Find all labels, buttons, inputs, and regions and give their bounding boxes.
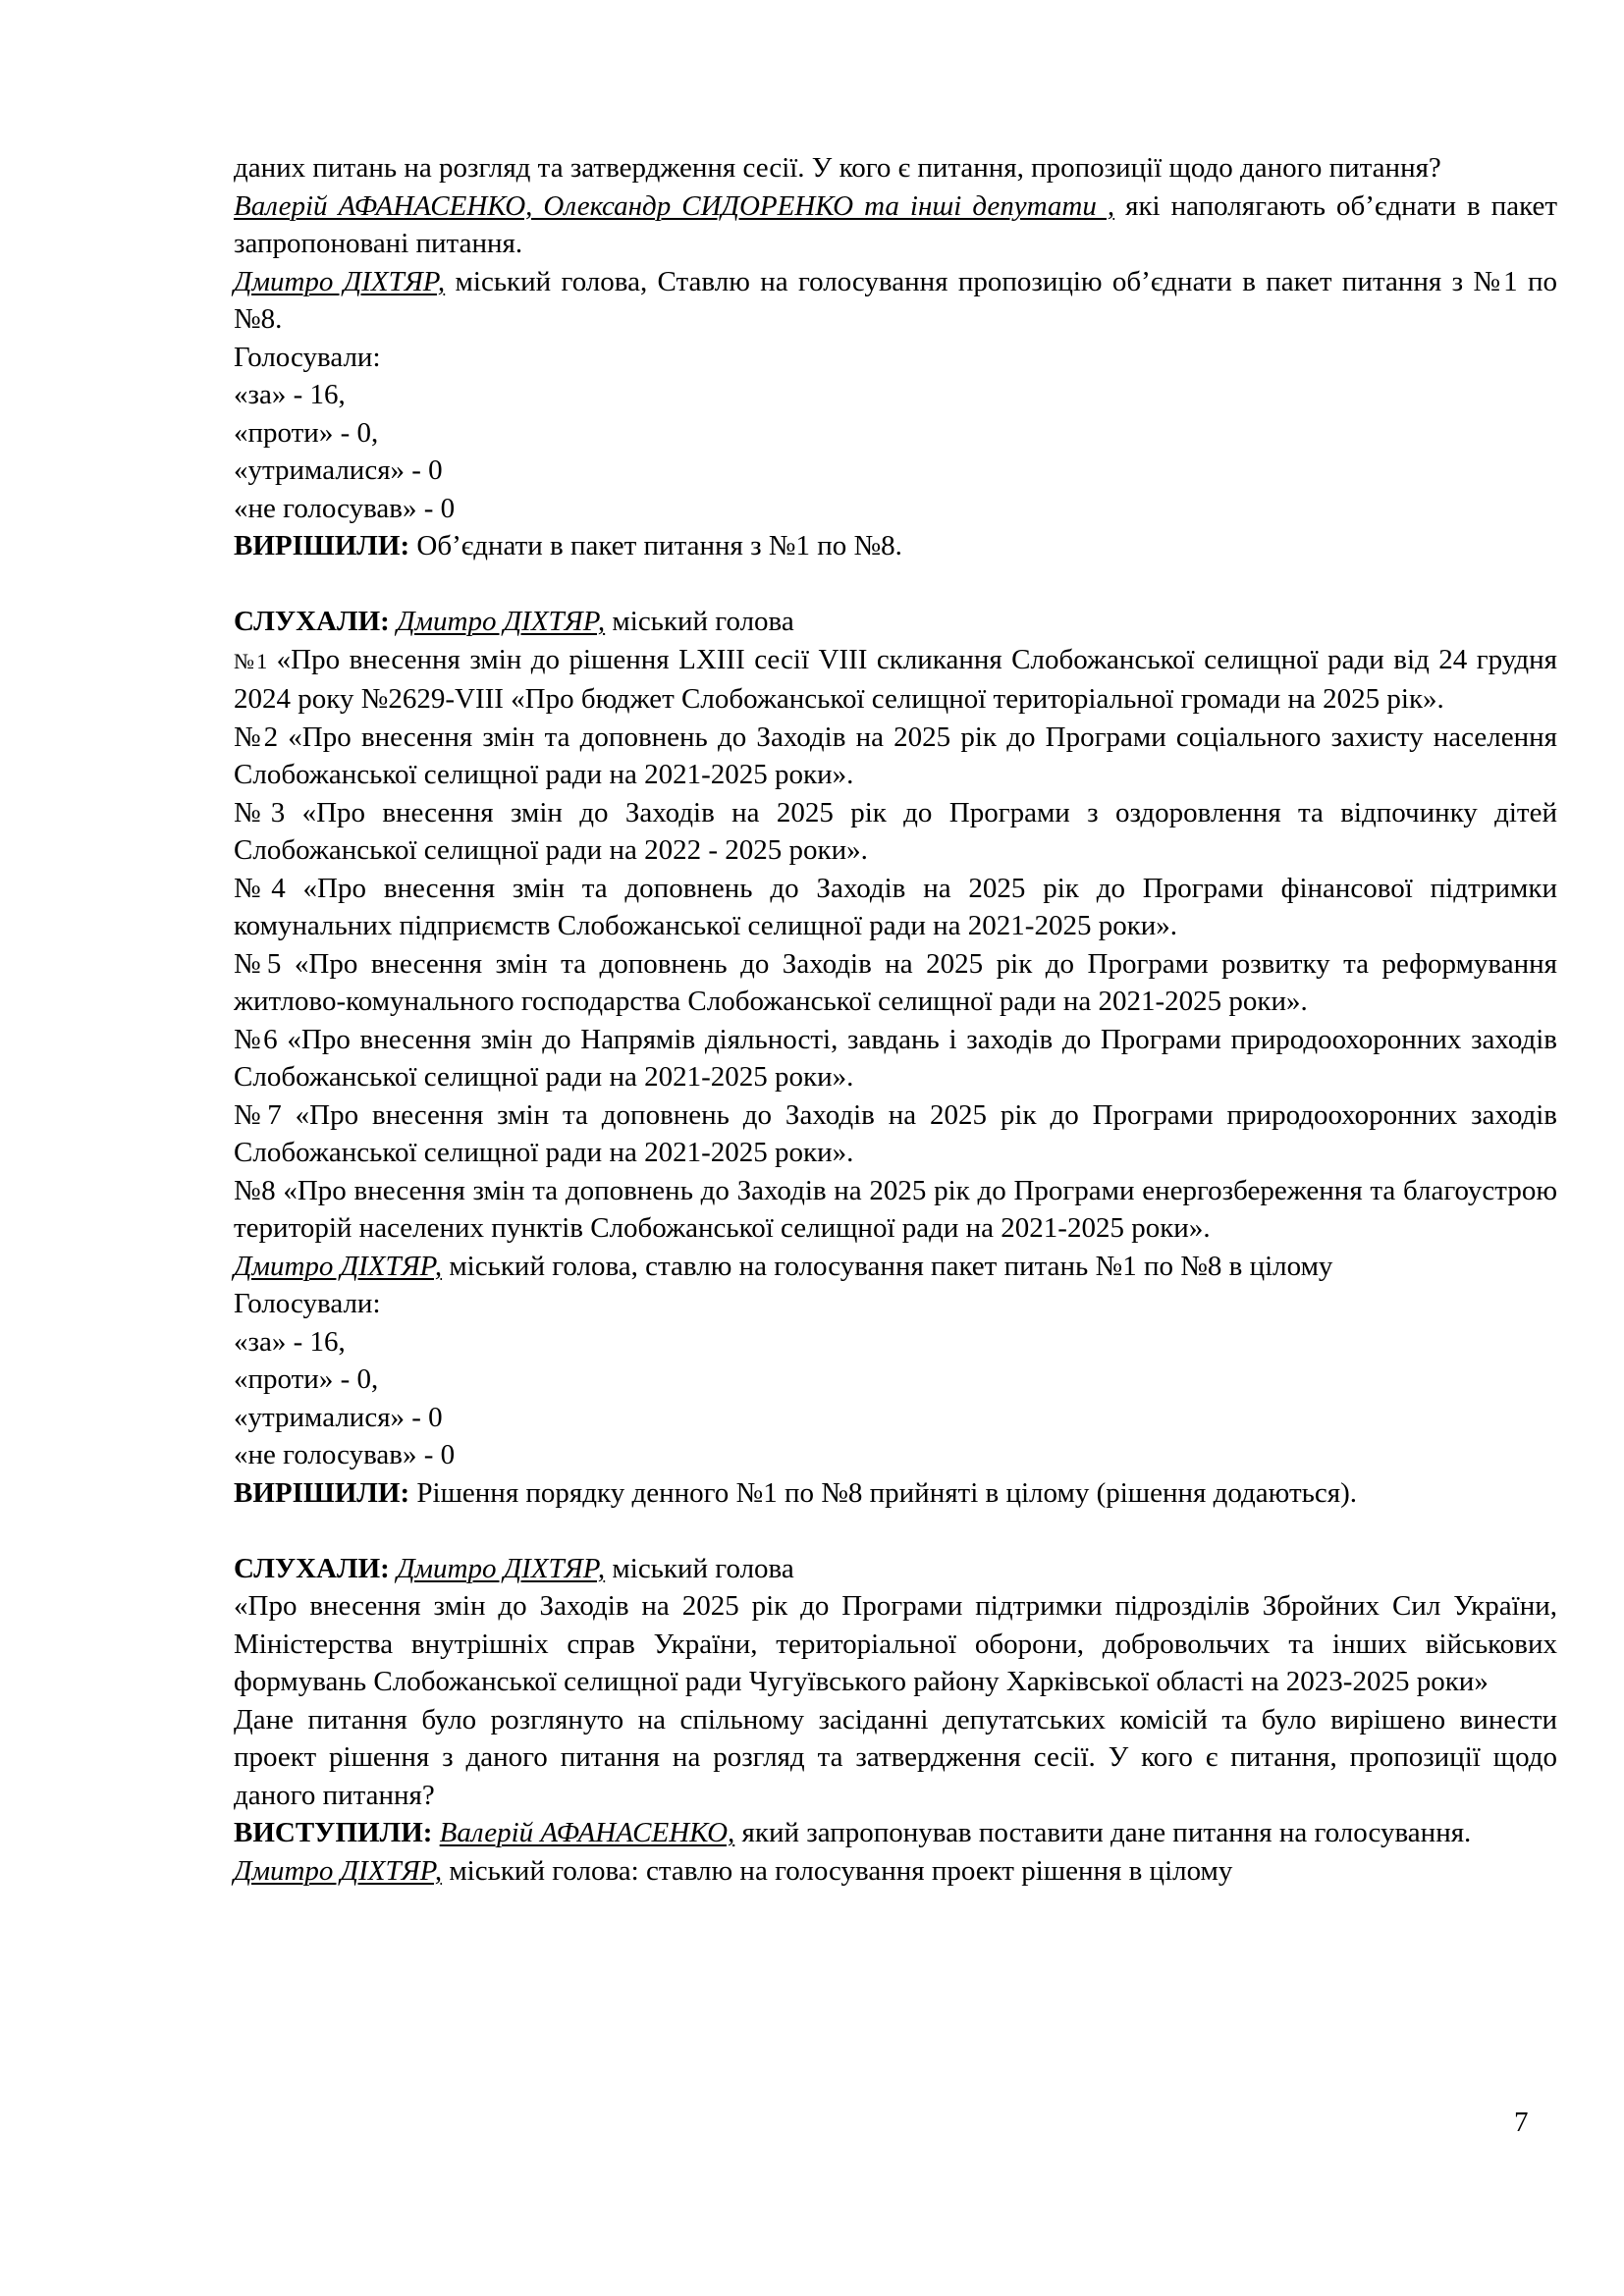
chair-name: Дмитро ДІХТЯР, bbox=[234, 1854, 443, 1887]
vote-for: «за» - 16, bbox=[234, 1325, 346, 1358]
agenda-item-2: №2 «Про внесення змін та доповнень до Заходів на 2025 рік до Програми соціального захисту населення Слобожанської селищної ради на 2021-2025 роки». bbox=[234, 721, 1557, 790]
heard-label: СЛУХАЛИ: bbox=[234, 1552, 390, 1584]
agenda-item-6: №6 «Про внесення змін до Напрямів діяльності, завдань і заходів до Програми природоохоронних заходів Слобожанської селищної ради на 2021-2025 роки». bbox=[234, 1023, 1557, 1093]
heard-role: міський голова bbox=[605, 1552, 794, 1584]
chair-vote-call bbox=[234, 263, 1557, 339]
vote-abstain: «утрималися» - 0 bbox=[234, 454, 443, 486]
chair-final-vote bbox=[234, 1852, 1557, 1891]
review-paragraph: Дане питання було розглянуто на спільному засіданні депутатських комісій та було вирішено винести проект рішення з даного питання на розгляд та затвердження сесії. У кого є питання, пропозиції щодо даного питання? bbox=[234, 1703, 1557, 1811]
spoke-text: який запропонував поставити дане питання на голосування. bbox=[734, 1817, 1472, 1848]
decision-text: Рішення порядку денного №1 по №8 прийняті в цілому (рішення додаються). bbox=[409, 1476, 1357, 1509]
spacer bbox=[234, 565, 1557, 604]
chair-package-vote bbox=[234, 1248, 1557, 1286]
chair-final-text: міський голова: ставлю на голосування проект рішення в цілому bbox=[442, 1854, 1233, 1887]
votes-title: Голосували: bbox=[234, 1288, 381, 1319]
vote-none: «не голосував» - 0 bbox=[234, 1439, 456, 1470]
heard-speaker: Дмитро ДІХТЯР, bbox=[397, 1552, 606, 1584]
vote-against: «проти» - 0, bbox=[234, 1363, 379, 1395]
speakers-proposal-text: які наполягають об’єднати в пакет запропоновані питання. bbox=[234, 189, 1557, 259]
spoke-paragraph bbox=[234, 1814, 1557, 1852]
spacer bbox=[234, 1512, 1557, 1550]
spoke-label: ВИСТУПИЛИ: bbox=[234, 1817, 433, 1848]
agenda-item-5: №5 «Про внесення змін та доповнень до Заходів на 2025 рік до Програми розвитку та реформування житлово-комунального господарства Слобожанської селищної ради на 2021-2025 роки». bbox=[234, 947, 1557, 1017]
agenda-item-1-number: №1 bbox=[234, 648, 268, 673]
heard-heading bbox=[234, 603, 1557, 641]
chair-name: Дмитро ДІХТЯР, bbox=[234, 265, 446, 297]
chair-package-text: міський голова, ставлю на голосування пакет питань №1 по №8 в цілому bbox=[442, 1250, 1333, 1282]
page-number: 7 bbox=[1514, 2107, 1529, 2138]
speakers-name: Валерій АФАНАСЕНКО, Олександр СИДОРЕНКО та інші депутати , bbox=[234, 189, 1115, 222]
intro-paragraph: даних питань на розгляд та затвердження сесії. У кого є питання, пропозиції щодо даного питання? bbox=[234, 152, 1441, 184]
question-text: «Про внесення змін до Заходів на 2025 рік до Програми підтримки підрозділів Збройних Сил України, Міністерства внутрішніх справ України, територіальної оборони, добровольчих та інших військових формувань Слобожанської селищної ради Чугуївського району Харківської області на 2023-2025 роки» bbox=[234, 1590, 1557, 1697]
heard-heading bbox=[234, 1550, 1557, 1588]
agenda-item-1-text: «Про внесення змін до рішення LXIII сесії VIII скликання Слобожанської селищної ради від 24 грудня 2024 року №2629-VIII «Про бюджет Слобожанської селищної територіальної громади на 2025 рік». bbox=[234, 643, 1558, 715]
agenda-item-3: №3 «Про внесення змін до Заходів на 2025 рік до Програми з оздоровлення та відпочинку дітей Слобожанської селищної ради на 2022 - 2025 роки». bbox=[234, 796, 1557, 866]
heard-speaker: Дмитро ДІХТЯР, bbox=[397, 606, 606, 637]
decision bbox=[234, 527, 1557, 565]
heard-label: СЛУХАЛИ: bbox=[234, 606, 390, 637]
decision-label: ВИРІШИЛИ: bbox=[234, 530, 410, 561]
decision-text: Об’єднати в пакет питання з №1 по №8. bbox=[409, 530, 902, 561]
agenda-item-4: №4 «Про внесення змін та доповнень до Заходів на 2025 рік до Програми фінансової підтримки комунальних підприємств Слобожанської селищної ради на 2021-2025 роки». bbox=[234, 872, 1557, 941]
heard-role: міський голова bbox=[605, 606, 794, 637]
spoke-speaker: Валерій АФАНАСЕНКО, bbox=[439, 1817, 735, 1848]
deputies-proposal bbox=[234, 187, 1557, 263]
agenda-item-8: №8 «Про внесення змін та доповнень до Заходів на 2025 рік до Програми енергозбереження та благоустрою територій населених пунктів Слобожанської селищної ради на 2021-2025 роки». bbox=[234, 1174, 1557, 1244]
decision bbox=[234, 1474, 1557, 1513]
agenda-item-7: №7 «Про внесення змін та доповнень до Заходів на 2025 рік до Програми природоохоронних заходів Слобожанської селищної ради на 2021-2025 роки». bbox=[234, 1098, 1557, 1168]
chair-vote-text: міський голова, Ставлю на голосування пропозицію об’єднати в пакет питання з №1 по №8. bbox=[234, 265, 1558, 335]
vote-abstain: «утрималися» - 0 bbox=[234, 1401, 443, 1433]
chair-name: Дмитро ДІХТЯР, bbox=[234, 1250, 443, 1282]
vote-for: «за» - 16, bbox=[234, 379, 346, 410]
votes-title: Голосували: bbox=[234, 341, 381, 373]
agenda-item-1 bbox=[234, 641, 1557, 719]
vote-none: «не голосував» - 0 bbox=[234, 492, 456, 524]
vote-against: «проти» - 0, bbox=[234, 416, 379, 449]
document-body bbox=[234, 149, 1557, 1890]
decision-label: ВИРІШИЛИ: bbox=[234, 1476, 410, 1509]
